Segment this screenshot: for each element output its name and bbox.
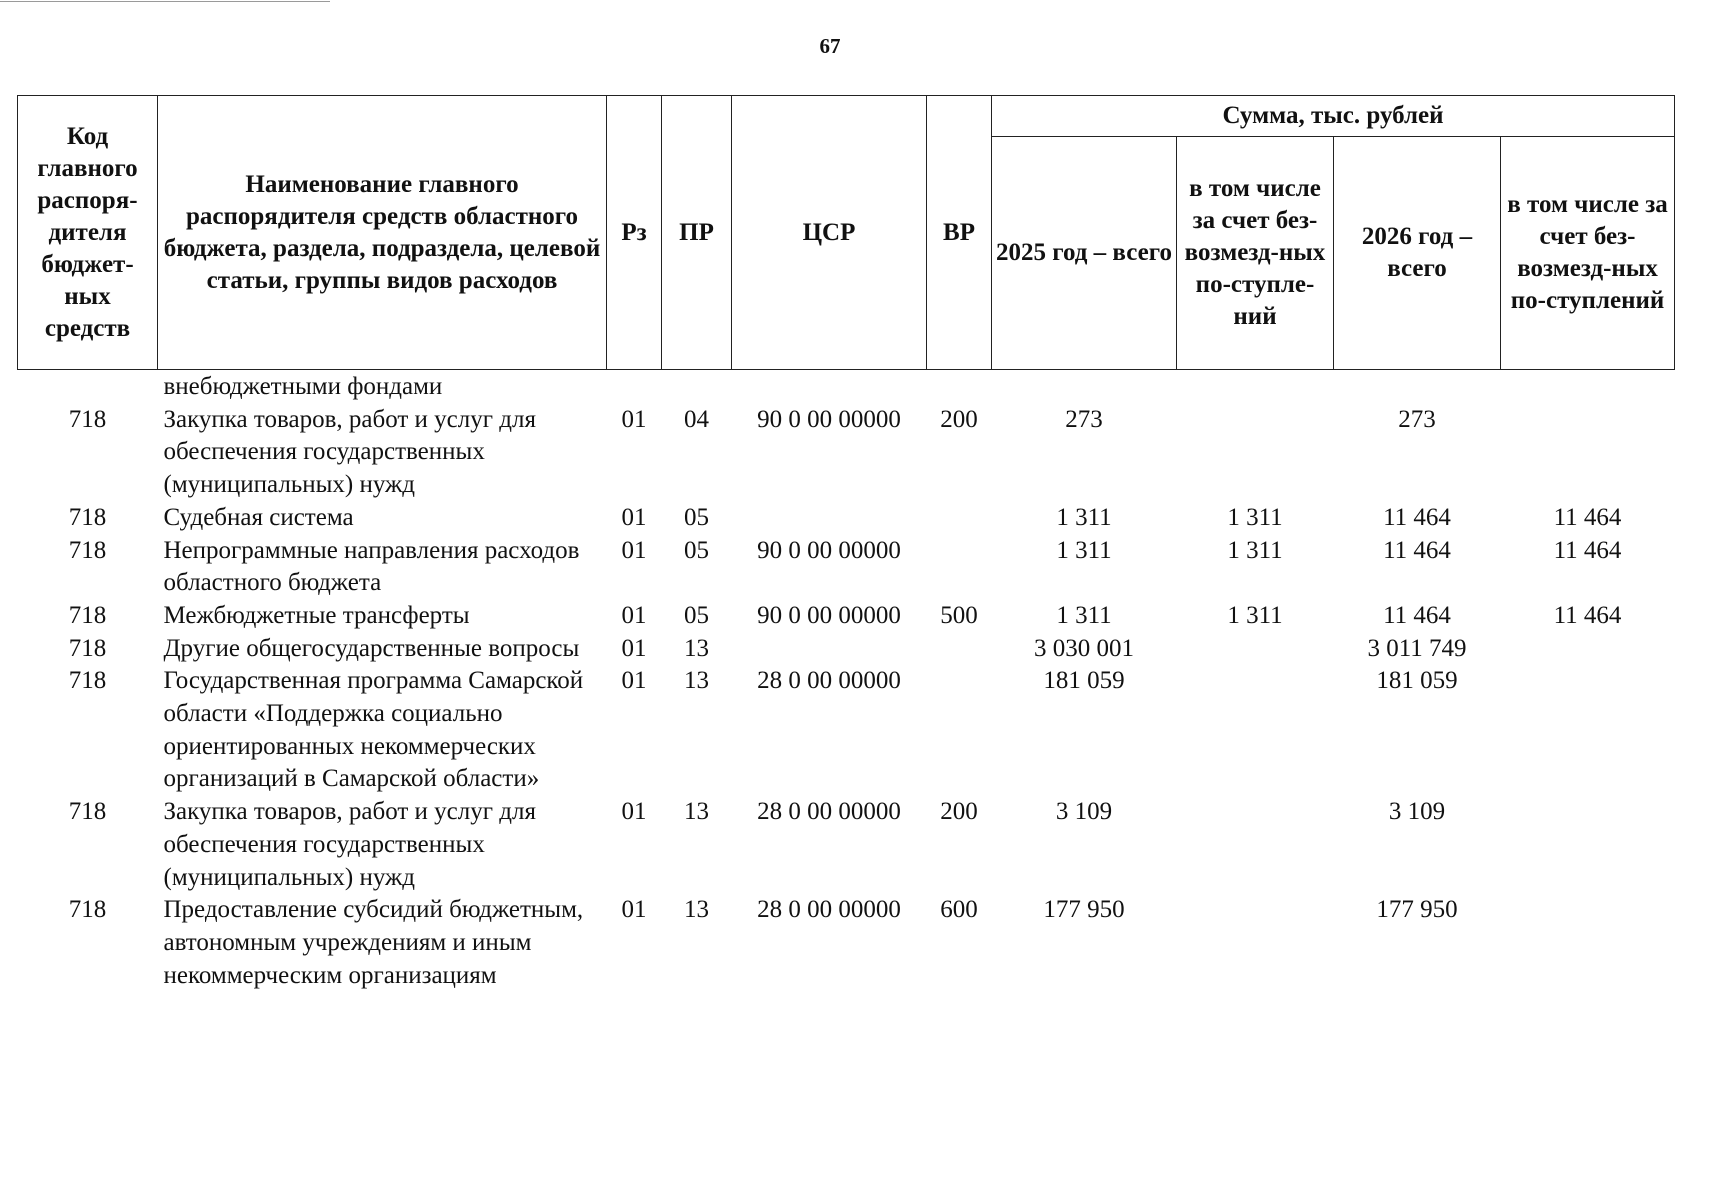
table-header xyxy=(18,96,1675,370)
cell-name: внебюджетными фондами xyxy=(163,373,443,400)
header-2026-gratuitous: в том числе за счет без-возмезд-ных по-ступлений xyxy=(1501,137,1675,370)
cell-2026-total: 273 xyxy=(1398,405,1436,433)
cell-2025-gratuitous xyxy=(1177,633,1334,666)
cell-2026-gratuitous xyxy=(1501,894,1675,992)
cell-2026-total: 3 011 749 xyxy=(1367,634,1467,662)
cell-code xyxy=(18,370,158,404)
cell-name: Предоставление субсидий бюджетным, автономным учреждениям и иным некоммерческим организациям xyxy=(163,896,584,989)
cell-csr xyxy=(732,502,927,535)
cell-2026-total xyxy=(1334,370,1501,404)
header-name: Наименование главного распорядителя средств областного бюджета, раздела, подраздела, целевой статьи, группы видов расходов xyxy=(158,96,607,370)
cell-vr: 500 xyxy=(940,601,978,629)
header-2026-total: 2026 год – всего xyxy=(1334,137,1501,370)
cell-2025-gratuitous xyxy=(1177,894,1334,992)
table-row xyxy=(18,370,1675,404)
cell-2025-gratuitous xyxy=(1177,796,1334,894)
cell-name: Закупка товаров, работ и услуг для обеспечения государственных (муниципальных) нужд xyxy=(163,798,536,891)
table-row xyxy=(18,633,1675,666)
cell-vr xyxy=(927,502,992,535)
cell-csr: 28 0 00 00000 xyxy=(757,896,901,924)
budget-table xyxy=(17,95,1675,992)
header-code: Код главного распоря-дителя бюджет-ных средств xyxy=(18,96,158,370)
cell-code: 718 xyxy=(68,405,107,433)
cell-rz: 01 xyxy=(621,536,647,564)
cell-2025-total: 3 109 xyxy=(1055,798,1113,826)
cell-code: 718 xyxy=(68,896,107,924)
cell-2026-gratuitous xyxy=(1501,665,1675,796)
cell-2026-gratuitous: 11 464 xyxy=(1553,601,1622,629)
table-row xyxy=(18,665,1675,796)
cell-2026-total: 3 109 xyxy=(1388,798,1446,826)
cell-csr xyxy=(732,633,927,666)
cell-2025-gratuitous xyxy=(1177,404,1334,502)
top-rule xyxy=(0,1,330,2)
table-row xyxy=(18,894,1675,992)
header-rz: Рз xyxy=(607,96,662,370)
cell-2025-total: 3 030 001 xyxy=(1034,634,1134,662)
cell-2026-total: 11 464 xyxy=(1383,601,1451,629)
cell-code: 718 xyxy=(68,667,107,695)
cell-rz xyxy=(607,370,662,404)
cell-2025-total: 273 xyxy=(1065,405,1103,433)
header-vr: ВР xyxy=(927,96,992,370)
cell-vr xyxy=(927,370,992,404)
cell-name: Непрограммные направления расходов областного бюджета xyxy=(163,536,580,597)
cell-2025-gratuitous xyxy=(1177,370,1334,404)
cell-pr: 05 xyxy=(684,536,709,564)
cell-2026-total: 181 059 xyxy=(1376,667,1458,695)
table-row xyxy=(18,502,1675,535)
cell-2025-total: 177 950 xyxy=(1043,896,1125,924)
cell-rz: 01 xyxy=(621,798,647,826)
cell-2025-total xyxy=(992,370,1177,404)
header-2025-gratuitous: в том числе за счет без-возмезд-ных по-ступле-ний xyxy=(1177,137,1334,370)
cell-name: Другие общегосударственные вопросы xyxy=(163,634,580,662)
cell-code: 718 xyxy=(68,536,107,564)
cell-2026-gratuitous xyxy=(1501,796,1675,894)
cell-csr: 28 0 00 00000 xyxy=(757,667,901,695)
table-row xyxy=(18,600,1675,633)
cell-csr xyxy=(732,370,927,404)
cell-code: 718 xyxy=(68,503,107,531)
cell-pr: 05 xyxy=(684,601,709,629)
cell-2025-total: 1 311 xyxy=(1056,503,1112,531)
cell-rz: 01 xyxy=(621,503,647,531)
cell-csr: 90 0 00 00000 xyxy=(757,405,901,433)
cell-pr: 05 xyxy=(684,503,709,531)
header-sum-group: Сумма, тыс. рублей xyxy=(992,96,1675,137)
cell-name: Судебная система xyxy=(163,503,354,531)
cell-2026-total: 11 464 xyxy=(1383,536,1451,564)
cell-name: Закупка товаров, работ и услуг для обеспечения государственных (муниципальных) нужд xyxy=(163,405,536,499)
cell-vr xyxy=(927,633,992,666)
cell-2025-gratuitous xyxy=(1177,665,1334,796)
cell-2026-gratuitous: 11 464 xyxy=(1553,503,1622,531)
cell-vr xyxy=(927,665,992,796)
cell-2026-gratuitous: 11 464 xyxy=(1553,536,1622,564)
cell-pr: 13 xyxy=(684,896,709,924)
cell-name: Межбюджетные трансферты xyxy=(163,601,470,629)
cell-pr: 13 xyxy=(684,798,709,826)
cell-2025-total: 1 311 xyxy=(1056,601,1112,629)
table-row xyxy=(18,796,1675,894)
header-2025-total: 2025 год – всего xyxy=(992,137,1177,370)
cell-vr xyxy=(927,535,992,600)
cell-pr: 13 xyxy=(684,634,709,662)
cell-pr xyxy=(662,370,732,404)
cell-2025-gratuitous: 1 311 xyxy=(1227,503,1283,531)
cell-2026-gratuitous xyxy=(1501,633,1675,666)
cell-rz: 01 xyxy=(621,634,647,662)
cell-vr: 200 xyxy=(940,798,978,826)
cell-2025-total: 1 311 xyxy=(1056,536,1112,564)
cell-rz: 01 xyxy=(621,667,647,695)
page-number: 67 xyxy=(819,34,841,58)
cell-rz: 01 xyxy=(621,601,647,629)
cell-2026-gratuitous xyxy=(1501,404,1675,502)
cell-2025-total: 181 059 xyxy=(1043,667,1125,695)
cell-code: 718 xyxy=(68,634,107,662)
cell-csr: 28 0 00 00000 xyxy=(757,798,901,826)
table-body xyxy=(18,370,1675,993)
cell-csr: 90 0 00 00000 xyxy=(757,536,901,564)
cell-code: 718 xyxy=(68,601,107,629)
cell-name: Государственная программа Самарской области «Поддержка социально ориентированных некоммерческих организаций в Самарской области» xyxy=(163,667,584,793)
cell-rz: 01 xyxy=(621,405,647,433)
table-row xyxy=(18,404,1675,502)
cell-vr: 600 xyxy=(940,896,978,924)
header-pr: ПР xyxy=(662,96,732,370)
cell-rz: 01 xyxy=(621,896,647,924)
cell-csr: 90 0 00 00000 xyxy=(757,601,901,629)
table-row xyxy=(18,535,1675,600)
cell-vr: 200 xyxy=(940,405,978,433)
cell-code: 718 xyxy=(68,798,107,826)
cell-pr: 13 xyxy=(684,667,709,695)
cell-2025-gratuitous: 1 311 xyxy=(1227,536,1283,564)
cell-pr: 04 xyxy=(684,405,709,433)
header-csr: ЦСР xyxy=(732,96,927,370)
cell-2026-total: 177 950 xyxy=(1376,896,1458,924)
cell-2025-gratuitous: 1 311 xyxy=(1227,601,1283,629)
cell-2026-gratuitous xyxy=(1501,370,1675,404)
cell-2026-total: 11 464 xyxy=(1383,503,1451,531)
